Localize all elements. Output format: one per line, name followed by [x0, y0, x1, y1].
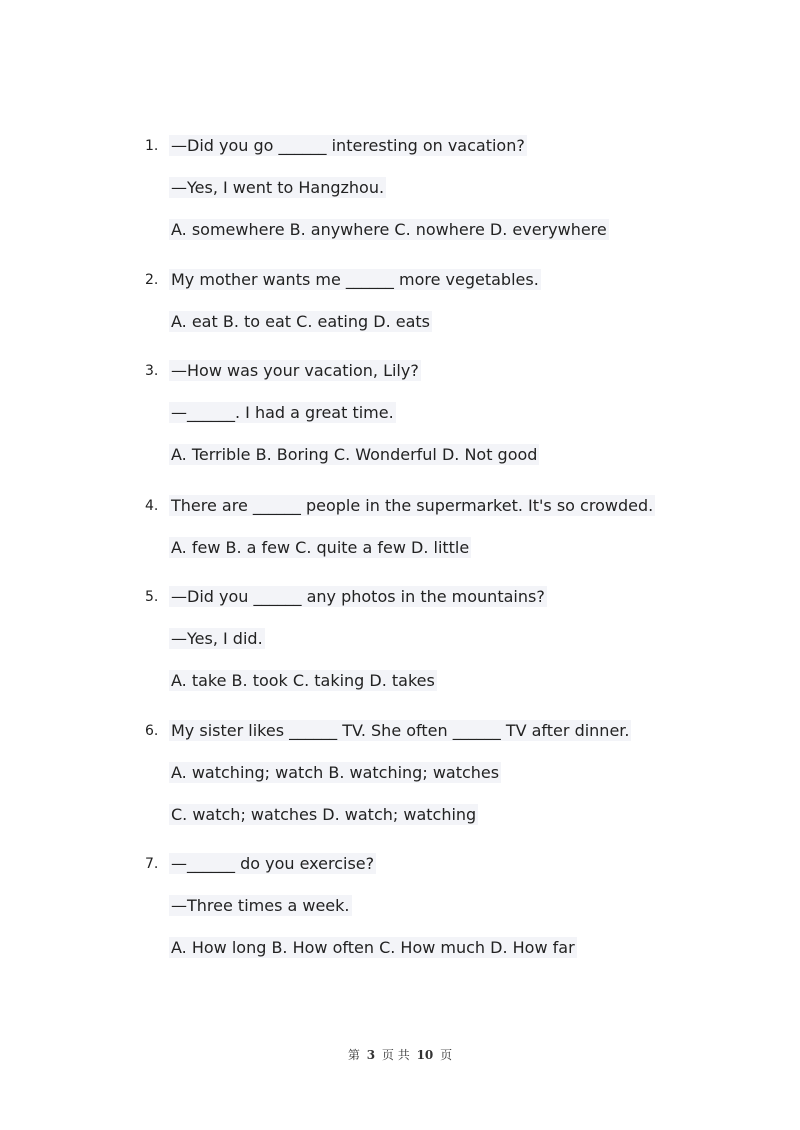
question-line: My sister likes ______ TV. She often ______ TV after dinner. [171, 721, 630, 740]
question-line: —Did you go ______ interesting on vacation? [171, 136, 525, 155]
question-line: There are ______ people in the supermarket. It's so crowded. [171, 496, 654, 515]
question-line: —Did you ______ any photos in the mountains? [171, 587, 545, 606]
options-line: A. watching; watch B. watching; watches [171, 763, 500, 782]
page-footer [0, 1046, 800, 1063]
options-line: A. How long B. How often C. How much D. How far [171, 938, 575, 957]
current-page-number: 3 [366, 1048, 376, 1062]
footer-middle: 页 共 [381, 1048, 410, 1062]
question-number: 4. [145, 498, 159, 514]
footer-prefix: 第 [347, 1048, 360, 1062]
answer-line: —______. I had a great time. [171, 403, 394, 422]
question-number: 2. [145, 272, 159, 288]
footer-suffix: 页 [440, 1048, 453, 1062]
question-line: —How was your vacation, Lily? [171, 361, 419, 380]
total-page-number: 10 [416, 1048, 434, 1062]
question-number: 5. [145, 589, 159, 605]
question-line: My mother wants me ______ more vegetables. [171, 270, 539, 289]
answer-line: —Three times a week. [171, 896, 350, 915]
question-number: 1. [145, 138, 159, 154]
answer-line: —Yes, I did. [171, 629, 263, 648]
options-line: A. Terrible B. Boring C. Wonderful D. Not good [171, 445, 538, 464]
options-line: A. somewhere B. anywhere C. nowhere D. everywhere [171, 220, 607, 239]
question-number: 7. [145, 856, 159, 872]
options-line: A. eat B. to eat C. eating D. eats [171, 312, 430, 331]
answer-line: —Yes, I went to Hangzhou. [171, 178, 385, 197]
options-line: A. few B. a few C. quite a few D. little [171, 538, 470, 557]
question-line: —______ do you exercise? [171, 854, 375, 873]
question-number: 3. [145, 363, 159, 379]
options-line: C. watch; watches D. watch; watching [171, 805, 477, 824]
options-line: A. take B. took C. taking D. takes [171, 671, 435, 690]
question-number: 6. [145, 723, 159, 739]
